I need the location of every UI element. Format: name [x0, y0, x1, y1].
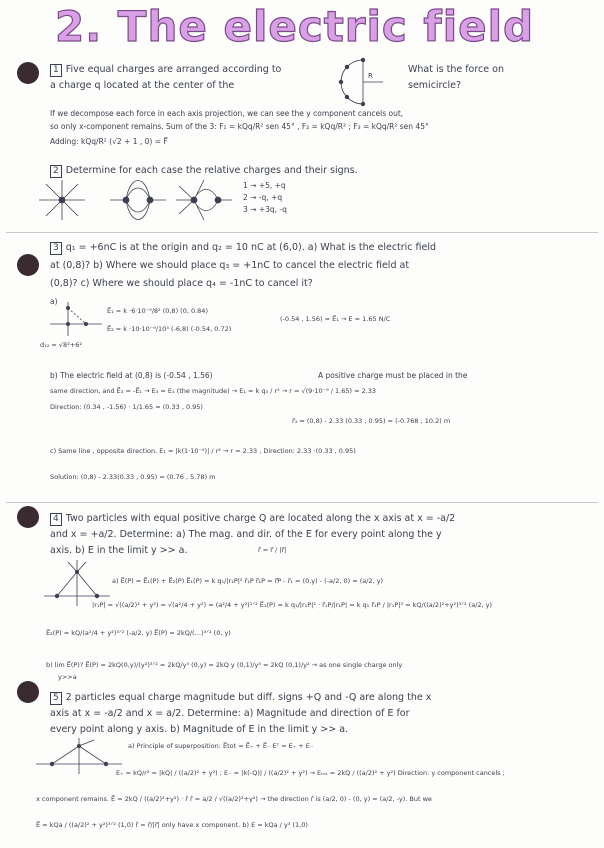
q1-line1	[50, 62, 281, 77]
page-title: 2. The electric field	[55, 2, 535, 51]
q3-axes-sketch	[46, 300, 106, 340]
q5-line3: every point along y axis. b) Magnitude of E in the limit y >> a.	[50, 724, 349, 735]
q4-a3: E⃗₂(P) = kQ/(a²/4 + y²)³ᐟ² (-a/2, y) E⃗(P) = 2kQ/(…)³ᐟ² (0, y)	[46, 629, 231, 637]
q3-b2: same direction, and E⃗₃ = -E⃗₁ → E₃ = E₁ (the magnitude) → E₁ = k q₃ / r² → r = √(9·10⁻⁹ / 1.65) = 2.33	[50, 387, 377, 395]
section-divider	[6, 502, 598, 503]
q2-number: 2	[50, 165, 62, 178]
q5-number: 5	[50, 692, 62, 705]
q4-b: b) lim E⃗(P)? E⃗(P) = 2kQ(0,y)/(y²)³ᐟ² = 2kQ/y³ (0,y) = 2kQ y (0,1)/y³ = 2kQ (0,1)/y² → as one single charge only	[46, 661, 403, 669]
q5-charges-sketch	[34, 736, 124, 776]
q4-a1: a) E⃗(P) = E⃗₁(P) + E⃗₂(P) E⃗₁(P) = k q₁/|r₁P|² r̂₁P r⃗₁P = r⃗P - r⃗₁ = (0,y) - (-a/2, 0) = (a/2, y)	[112, 577, 384, 585]
q1-semicircle-figure	[338, 58, 398, 108]
q3-d12: d₁₂ = √8²+6²	[40, 341, 82, 349]
q3-number: 3	[50, 242, 62, 255]
q3-e2: E⃗₂ = k ·10·10⁻⁹/10³ (-6,8) (-0.54, 0.72)	[107, 325, 232, 333]
section-divider	[6, 232, 598, 233]
q1-line5: Adding: kQq/R² (√2 + 1 , 0) = F⃗	[50, 137, 168, 146]
q2-field-line-sketches	[34, 178, 234, 228]
binder-hole	[17, 681, 39, 703]
q3-text: q₁ = +6nC is at the origin and q₂ = 10 nC at (6,0). a) What is the electric field	[65, 242, 437, 253]
q3-e1: E⃗₁ = k ·6·10⁻⁹/8² (0,8) (0, 0.84)	[107, 307, 208, 315]
q4-text: Two particles with equal positive charge Q are located along the x axis at x = -a/2	[65, 513, 456, 524]
q3-c1: c) Same line , opposite direction. E₁ = |k(1·10⁻⁹)| / r² → r = 2.33 , Direction: 2.33 ·(0.33 , 0.95)	[50, 447, 356, 455]
q1-radius-label: R	[368, 72, 373, 80]
q5-a1: a) Principle of superposition: E⃗tot = E⃗₊ + E⃗₋ Eᵀ = E₊ + E₋	[128, 742, 314, 750]
q3-line2: at (0,8)? b) Where we should place q₃ = +1nC to cancel the electric field at	[50, 260, 410, 271]
q4-line1	[50, 511, 455, 526]
q3-b1b: A positive charge must be placed in the	[318, 371, 468, 380]
q2-answer-3: 3 → +3q, -q	[243, 205, 287, 214]
q2-answer-1: 1 → +5, +q	[243, 181, 286, 190]
q4-line2: and x = +a/2. Determine: a) The mag. and dir. of the E for every point along the y	[50, 529, 442, 540]
q3-sum: (-0.54 , 1.56) = E⃗₁ → E = 1.65 N/C	[280, 315, 391, 323]
q3-line3: (0,8)? c) Where we should place q₄ = -1nC to cancel it?	[50, 278, 313, 289]
binder-hole	[17, 506, 39, 528]
q2-text: Determine for each case the relative charges and their signs.	[65, 165, 358, 176]
q4-a2: |r₁P| = √((a/2)² + y²) = √(a²/4 + y²) = (a²/4 + y²)¹ᐟ² E⃗₁(P) = k q₁/|r₁P|² · r⃗₁P/|r₁P| = k q₁ r⃗₁P / |r₁P|³ = kQ/((a/2)²+y²)³ᐟ² (a/2, y)	[92, 601, 493, 609]
q3-line1	[50, 240, 436, 255]
q1-number: 1	[50, 64, 62, 77]
q1-line3: If we decompose each force in each axis projection, we can see the y component cancels out,	[50, 109, 404, 118]
q1-text: Five equal charges are arranged according to	[65, 64, 282, 75]
q3-c2: Solution: (0,8) - 2.33(0.33 , 0.95) = (0.76 , 5.78) m	[50, 473, 216, 481]
q1-line4: so only x-component remains. Sum of the 3: F₁ = kQq/R² sen 45° , F₂ = kQq/R² ; F₃ = kQq/R² sen 45°	[50, 122, 429, 131]
q3-b3: Direction: (0.34 , -1.56) · 1/1.65 = (0.33 , 0.95)	[50, 403, 203, 411]
q5-line2: axis at x = -a/2 and x = a/2. Determine: a) Magnitude and direction of E for	[50, 708, 410, 719]
q3-a-label: a)	[50, 297, 58, 306]
q1-line2b: semicircle?	[408, 80, 461, 91]
q3-b1: b) The electric field at (0,8) is (-0.54 , 1.56)	[50, 371, 213, 380]
q1-line1b: What is the force on	[408, 64, 504, 75]
q4-b-limit: y>>a	[58, 673, 77, 681]
q2-line1	[50, 163, 358, 178]
binder-hole	[17, 62, 39, 84]
q5-text: 2 particles equal charge magnitude but diff. signs +Q and -Q are along the x	[65, 692, 432, 703]
q5-line1	[50, 690, 431, 705]
q2-answer-2: 2 → -q, +q	[243, 193, 283, 202]
q5-a2: E₊ = kQ/r² = |kQ| / ((a/2)² + y²) ; E₋ = |k(-Q)| / ((a/2)² + y²) → Eₜₒₜ = 2kQ / ((a/2)² + y²) Direction: y component cancels ;	[116, 769, 505, 777]
q5-a4: E⃗ = kQa / ((a/2)² + y²)³ᐟ² (1,0) r̂ = r⃗/|r⃗| only have x component. b) E = kQa / y³ (1,0)	[36, 821, 308, 829]
q4-rhat: r̂ = r⃗ / |r⃗|	[258, 546, 287, 554]
q4-line3: axis. b) E in the limit y >> a.	[50, 545, 188, 556]
q3-b4: r⃗₃ = (0,8) - 2.33 (0.33 , 0.95) = (-0.768 , 10.2) m	[292, 417, 451, 425]
q1-line2: a charge q located at the center of the	[50, 80, 235, 91]
q4-number: 4	[50, 513, 62, 526]
binder-hole	[17, 254, 39, 276]
q5-a3: x component remains. E⃗ = 2kQ / ((a/2)²+y²) · r̂ r̂ = a/2 / √((a/2)²+y²) → the direction r̂ is (a/2, 0) - (0, y) = (a/2, -y). But we	[36, 795, 432, 803]
